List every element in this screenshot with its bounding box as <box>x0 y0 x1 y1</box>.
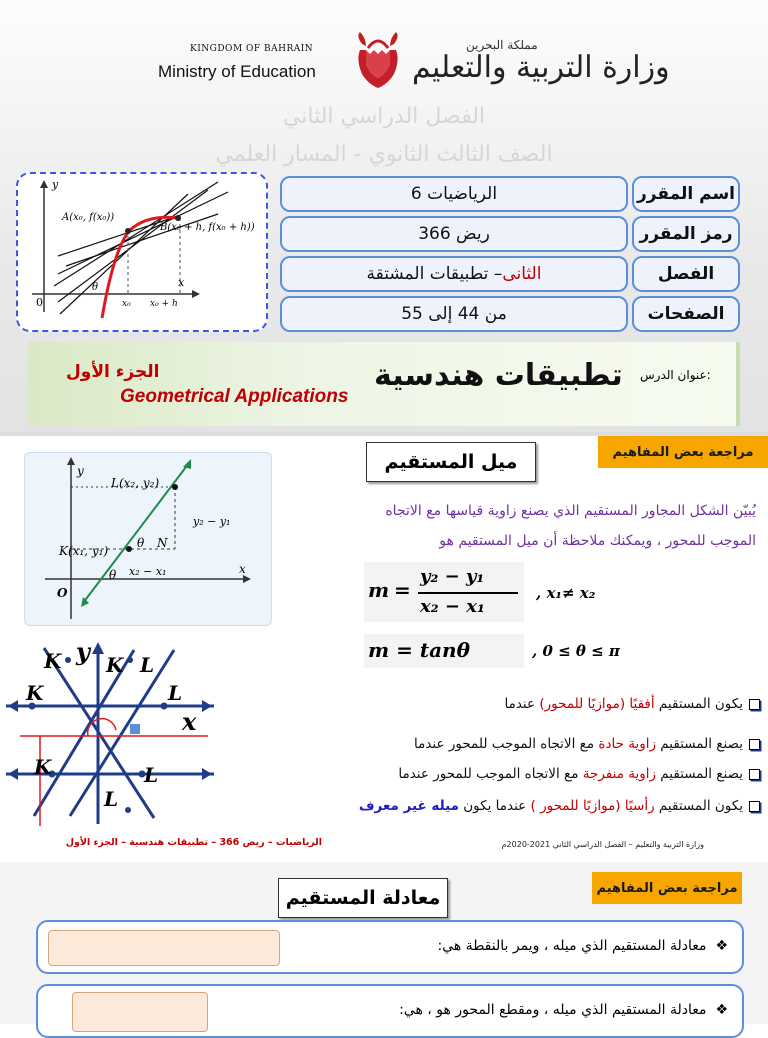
answer-box-2[interactable] <box>72 992 208 1032</box>
graph-y-label: y <box>52 178 59 191</box>
slope-graph <box>25 453 273 627</box>
chapter-number: الثانى <box>502 264 542 284</box>
slope-title: ميل المستقيم <box>366 442 536 482</box>
ministry-en: Ministry of Education <box>158 62 316 81</box>
bullet-3-text: يصنع المستقيم زاوية منفرجة مع الاتجاه الموجب للمحور عندما <box>398 766 743 782</box>
line-label-k4: K <box>34 755 52 779</box>
dy-label: y₂ − y₁ <box>193 515 231 528</box>
line-label-l2: L <box>168 681 183 705</box>
formula-numerator: y₂ − y₁ <box>420 566 485 587</box>
point-l-label: L(x₂, y₂) <box>111 476 160 490</box>
slope-x-label: x <box>239 562 246 576</box>
lines-graph <box>4 640 226 828</box>
line-label-k3: K <box>26 681 44 705</box>
slope-para-1: يُبيّن الشكل المجاور المستقيم الذي يصنع زاوية قياسها مع الاتجاه <box>385 503 756 519</box>
kingdom-label: KINGDOM OF BAHRAIN <box>190 44 314 54</box>
equation-title: معادلة المستقيم <box>278 878 448 918</box>
point-a-label: A(x₀, f(x₀)) <box>62 212 115 223</box>
tangent-graph <box>18 174 266 330</box>
bullet-1-text: يكون المستقيم أفقيًا (موازيًا للمحور) عندما <box>504 696 743 712</box>
checkbox-icon <box>749 739 760 750</box>
tan-range: , 0 ≤ θ ≤ π <box>532 642 620 660</box>
answer-box-1[interactable] <box>48 930 280 966</box>
review-badge-2: مراجعة بعض المفاهيم <box>592 872 742 904</box>
checkbox-icon <box>749 699 760 710</box>
point-k-label: K(x₁, y₁) <box>59 544 109 558</box>
bullet-obtuse <box>300 766 760 782</box>
chapter-value <box>280 256 628 292</box>
theta-2: θ <box>109 568 117 582</box>
equation-item-1 <box>36 920 744 974</box>
line-label-y: y <box>76 640 90 666</box>
theta-1: θ <box>137 536 145 550</box>
course-name-label: اسم المقرر <box>632 176 740 212</box>
pages-label: الصفحات <box>632 296 740 332</box>
course-code-value: ريض 366 <box>280 216 628 252</box>
formula-equals: = <box>394 578 411 602</box>
bullet-acute <box>300 736 760 752</box>
bahrain-emblem-icon <box>352 30 404 90</box>
point-n-label: N <box>157 536 168 550</box>
bullet-4-text: يكون المستقيم رأسيًا (موازيًا للمحور ) عندما يكون ميله غير معرف <box>358 798 743 814</box>
line-label-k2: K <box>106 653 124 677</box>
point-b-label: B(x₀ + h, f(x₀ + h)) <box>160 222 255 233</box>
review-badge-1: مراجعة بعض المفاهيم <box>598 436 768 468</box>
equation-item-2-text: ❖ معادلة المستقيم الذي ميله ، ومقطع المحور هو ، هي: <box>399 1002 728 1018</box>
lesson-title-ar: تطبيقات هندسية <box>374 358 623 393</box>
formula-m: m <box>368 578 390 602</box>
tangent-graph-frame <box>16 172 268 332</box>
dx-label: x₂ − x₁ <box>129 565 167 578</box>
footer-ministry: وزارة التربية والتعليم – الفصل الدراسي الثاني 2021-2020م <box>501 840 704 849</box>
line-label-l3: L <box>144 763 159 787</box>
formula-condition: , x₁≠ x₂ <box>536 584 596 602</box>
line-label-k1: K <box>44 649 62 673</box>
course-code-label: رمز المقرر <box>632 216 740 252</box>
graph-x-label: x <box>178 276 185 289</box>
pages-value: من 44 إلى 55 <box>280 296 628 332</box>
lesson-label: :عنوان الدرس <box>640 368 711 382</box>
slope-y-label: y <box>77 464 84 478</box>
checkbox-icon <box>749 769 760 780</box>
lesson-title-en: Geometrical Applications <box>120 386 349 407</box>
bullet-2-text: يصنع المستقيم زاوية حادة مع الاتجاه الموجب للمحور عندما <box>414 736 743 752</box>
equation-item-2 <box>36 984 744 1038</box>
fraction-bar <box>418 592 518 594</box>
line-label-x: x <box>182 707 197 736</box>
slope-graph-frame <box>24 452 272 626</box>
bullet-horizontal <box>300 696 760 712</box>
bullet-vertical <box>300 798 760 814</box>
formula-denominator: x₂ − x₁ <box>420 596 485 617</box>
slope-origin: O <box>57 586 68 600</box>
ministry-ar-small: مملكة البحرين <box>466 38 538 52</box>
equation-item-1-text: ❖ معادلة المستقيم الذي ميله ، ويمر بالنقطة هي: <box>437 938 728 954</box>
x0h-label: x₀ + h <box>150 299 178 309</box>
line-label-l1: L <box>140 653 155 677</box>
ministry-ar: وزارة التربية والتعليم <box>412 50 670 85</box>
chapter-label: الفصل <box>632 256 740 292</box>
line-label-l4: L <box>104 787 119 811</box>
checkbox-icon <box>749 801 760 812</box>
footer-course: الرياضيات – ريض 366 – تطبيقات هندسية – الجزء الأول <box>65 837 322 848</box>
course-name-value: الرياضيات 6 <box>280 176 628 212</box>
graph-origin: 0 <box>36 296 43 309</box>
slope-formula <box>364 562 524 622</box>
theta-label: θ <box>92 282 99 293</box>
slope-para-2: الموجب للمحور ، ويمكنك ملاحظة أن ميل المستقيم هو <box>439 533 756 549</box>
ghost-grade: الصف الثالث الثانوي - المسار العلمي <box>215 142 553 167</box>
chapter-title: – تطبيقات المشتقة <box>366 264 503 284</box>
lesson-part: الجزء الأول <box>66 362 160 382</box>
ghost-semester: الفصل الدراسي الثاني <box>282 104 486 129</box>
x0-label: x₀ <box>122 299 131 309</box>
tan-formula: m = tanθ <box>364 634 524 668</box>
